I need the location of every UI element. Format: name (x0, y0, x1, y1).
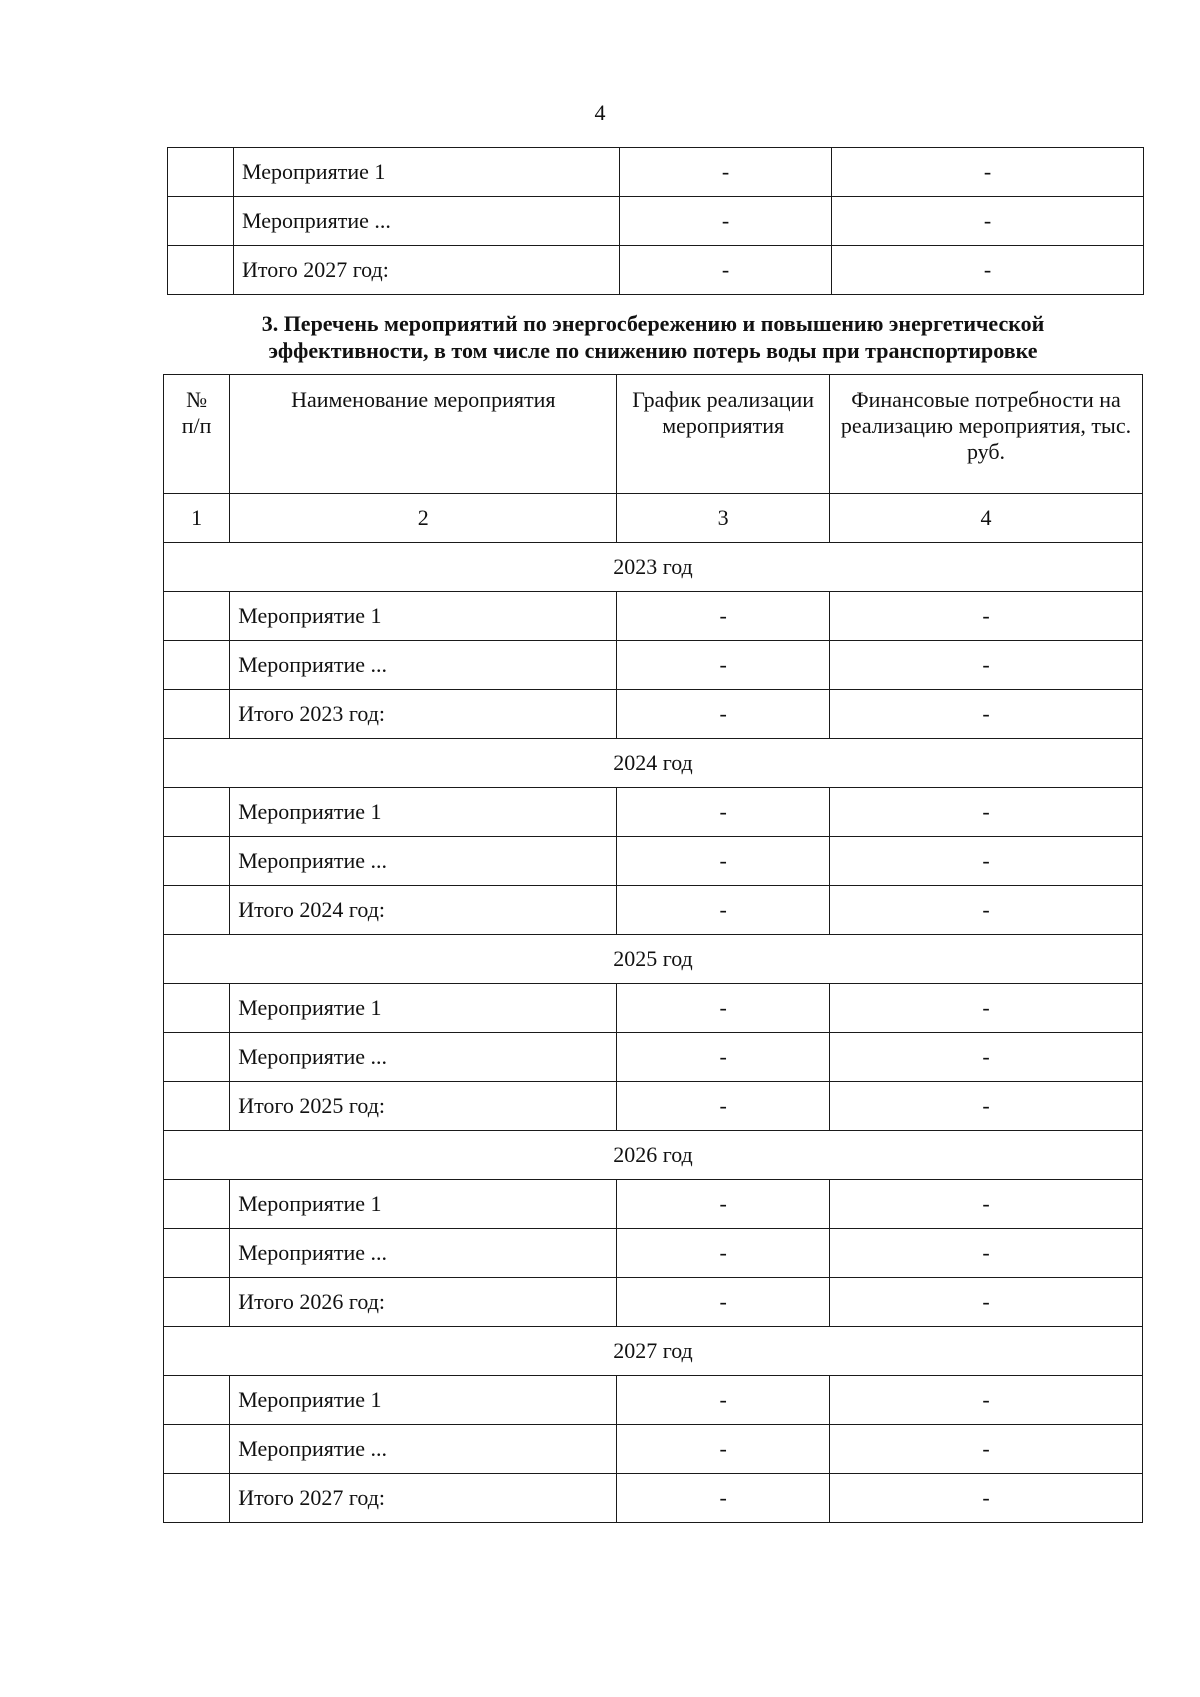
schedule-cell: - (617, 1082, 830, 1131)
schedule-cell: - (617, 984, 830, 1033)
schedule-cell: - (617, 1474, 830, 1523)
table-row (164, 1082, 1143, 1131)
table-row (164, 837, 1143, 886)
activity-name: Мероприятие 1 (230, 1376, 617, 1425)
num-cell (164, 1082, 230, 1131)
finance-cell: - (830, 886, 1143, 935)
table-row (164, 1376, 1143, 1425)
num-cell (164, 690, 230, 739)
year-row (164, 1327, 1143, 1376)
header-finance: Финансовые потребности на реализацию мероприятия, тыс. руб. (830, 375, 1143, 494)
schedule-cell: - (617, 837, 830, 886)
num-cell (164, 837, 230, 886)
schedule-cell: - (617, 1278, 830, 1327)
section-title-line: 3. Перечень мероприятий по энергосбережению и повышению энергетической (261, 311, 1045, 336)
section-title (163, 310, 1143, 364)
activity-name: Мероприятие 1 (230, 984, 617, 1033)
num-cell (164, 984, 230, 1033)
num-cell (164, 1376, 230, 1425)
table-header-row (164, 375, 1143, 494)
finance-cell: - (830, 1474, 1143, 1523)
num-cell (164, 1278, 230, 1327)
num-cell (168, 148, 234, 197)
activity-name: Итого 2023 год: (230, 690, 617, 739)
year-label: 2027 год (164, 1327, 1143, 1376)
num-cell (164, 886, 230, 935)
table-row (164, 984, 1143, 1033)
table-row (164, 690, 1143, 739)
activity-name: Мероприятие ... (230, 641, 617, 690)
schedule-cell: - (617, 690, 830, 739)
column-number: 3 (617, 494, 830, 543)
num-cell (164, 1229, 230, 1278)
finance-cell: - (830, 690, 1143, 739)
activity-name: Мероприятие ... (230, 1229, 617, 1278)
num-cell (164, 1180, 230, 1229)
finance-cell: - (830, 1082, 1143, 1131)
finance-cell: - (832, 197, 1144, 246)
finance-cell: - (830, 1376, 1143, 1425)
activity-name: Мероприятие 1 (230, 592, 617, 641)
header-name: Наименование мероприятия (230, 375, 617, 494)
num-cell (164, 592, 230, 641)
year-label: 2023 год (164, 543, 1143, 592)
num-cell (164, 641, 230, 690)
header-schedule: График реализации мероприятия (617, 375, 830, 494)
column-number: 1 (164, 494, 230, 543)
activity-name: Итого 2027 год: (230, 1474, 617, 1523)
finance-cell: - (830, 1033, 1143, 1082)
table-row (164, 1278, 1143, 1327)
activity-name: Мероприятие 1 (234, 148, 620, 197)
schedule-cell: - (617, 641, 830, 690)
activity-name: Итого 2026 год: (230, 1278, 617, 1327)
finance-cell: - (830, 1229, 1143, 1278)
schedule-cell: - (617, 886, 830, 935)
column-number: 4 (830, 494, 1143, 543)
year-row (164, 1131, 1143, 1180)
continuation-table (167, 147, 1144, 295)
finance-cell: - (830, 984, 1143, 1033)
table-row (164, 886, 1143, 935)
header-num: № п/п (164, 375, 230, 494)
year-label: 2026 год (164, 1131, 1143, 1180)
year-row (164, 543, 1143, 592)
table-row (164, 592, 1143, 641)
year-row (164, 935, 1143, 984)
num-cell (164, 1033, 230, 1082)
num-cell (168, 246, 234, 295)
schedule-cell: - (620, 246, 832, 295)
num-cell (164, 788, 230, 837)
year-label: 2025 год (164, 935, 1143, 984)
activity-name: Мероприятие 1 (230, 788, 617, 837)
finance-cell: - (830, 592, 1143, 641)
activity-name: Итого 2024 год: (230, 886, 617, 935)
activity-name: Итого 2027 год: (234, 246, 620, 295)
table-row (164, 1425, 1143, 1474)
activity-name: Итого 2025 год: (230, 1082, 617, 1131)
table-row (164, 1180, 1143, 1229)
schedule-cell: - (620, 148, 832, 197)
table-row (168, 197, 1144, 246)
finance-cell: - (830, 1180, 1143, 1229)
table-row (164, 1229, 1143, 1278)
activities-table (163, 374, 1143, 1523)
activity-name: Мероприятие ... (234, 197, 620, 246)
schedule-cell: - (617, 1425, 830, 1474)
finance-cell: - (832, 148, 1144, 197)
schedule-cell: - (620, 197, 832, 246)
page-number: 4 (594, 100, 606, 125)
schedule-cell: - (617, 788, 830, 837)
schedule-cell: - (617, 1180, 830, 1229)
num-cell (164, 1474, 230, 1523)
activity-name: Мероприятие ... (230, 1425, 617, 1474)
num-cell (164, 1425, 230, 1474)
finance-cell: - (830, 837, 1143, 886)
year-row (164, 739, 1143, 788)
column-number: 2 (230, 494, 617, 543)
table-row (164, 1474, 1143, 1523)
section-title-line: эффективности, в том числе по снижению потерь воды при транспортировке (268, 338, 1038, 363)
finance-cell: - (830, 641, 1143, 690)
table-row (164, 788, 1143, 837)
year-label: 2024 год (164, 739, 1143, 788)
schedule-cell: - (617, 1033, 830, 1082)
finance-cell: - (832, 246, 1144, 295)
table-row (164, 641, 1143, 690)
num-cell (168, 197, 234, 246)
finance-cell: - (830, 1278, 1143, 1327)
schedule-cell: - (617, 1376, 830, 1425)
column-numbers-row (164, 494, 1143, 543)
activity-name: Мероприятие ... (230, 1033, 617, 1082)
activity-name: Мероприятие ... (230, 837, 617, 886)
finance-cell: - (830, 788, 1143, 837)
activity-name: Мероприятие 1 (230, 1180, 617, 1229)
table-row (164, 1033, 1143, 1082)
table-row (168, 148, 1144, 197)
schedule-cell: - (617, 592, 830, 641)
finance-cell: - (830, 1425, 1143, 1474)
table-row (168, 246, 1144, 295)
schedule-cell: - (617, 1229, 830, 1278)
